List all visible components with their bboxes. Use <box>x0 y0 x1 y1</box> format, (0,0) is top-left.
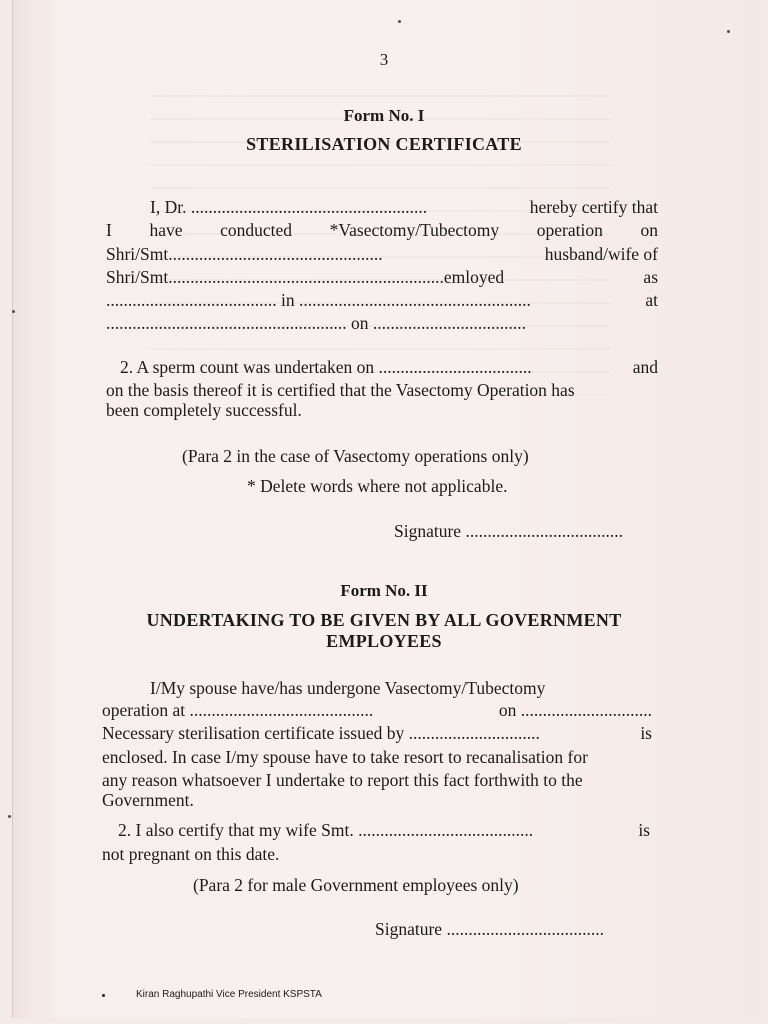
text-segment: Shri/Smt...............................................................emloyed <box>106 267 505 287</box>
text-segment: on .............................. <box>498 700 652 720</box>
text-segment: operation at .......................................... <box>102 700 374 720</box>
form-2-line-5: any reason whatsoever I undertake to report this fact forthwith to the <box>102 770 583 790</box>
form-2-para-2-line-2: not pregnant on this date. <box>102 844 280 864</box>
form-1-para-2-line-1 <box>120 357 658 378</box>
form-1-note-para-2: (Para 2 in the case of Vasectomy operations only) <box>182 446 529 466</box>
word: *Vasectomy/Tubectomy <box>329 220 500 240</box>
form-1-signature: Signature .................................... <box>394 521 623 541</box>
word: have <box>149 220 183 240</box>
text-segment: is <box>638 820 650 840</box>
text-segment: as <box>643 267 658 287</box>
form-1-line-5 <box>106 290 658 311</box>
text-segment: Shri/Smt................................................. <box>106 244 383 264</box>
word: operation <box>536 220 603 240</box>
form-1-note-delete: * Delete words where not applicable. <box>247 476 508 496</box>
form-2-note: (Para 2 for male Government employees only) <box>193 875 519 895</box>
form-1-line-4 <box>106 267 658 288</box>
text-segment: and <box>632 357 658 377</box>
form-2-title: Form No. II <box>340 581 428 600</box>
form-2-line-2 <box>102 700 652 721</box>
speck-mark <box>12 310 15 313</box>
form-2-signature: Signature .................................... <box>375 919 604 939</box>
form-2-line-6: Government. <box>102 790 194 810</box>
form-1-para-2-line-3: been completely successful. <box>106 400 302 420</box>
speck-mark <box>8 815 11 818</box>
page-number: 3 <box>379 50 389 69</box>
word: on <box>640 220 658 240</box>
footer-credit: Kiran Raghupathi Vice President KSPSTA <box>136 989 322 1000</box>
text-segment: 2. I also certify that my wife Smt. ........................................ <box>118 820 534 840</box>
text-segment: Necessary sterilisation certificate issued by .............................. <box>102 723 540 743</box>
text-segment: at <box>645 290 658 310</box>
form-2-line-3 <box>102 723 652 744</box>
form-1-heading: STERILISATION CERTIFICATE <box>246 134 522 154</box>
text-segment: hereby certify that <box>529 197 658 217</box>
text-segment: 2. A sperm count was undertaken on ................................... <box>120 357 532 377</box>
word: I <box>106 220 112 240</box>
text-segment: ....................................... in ..................................................... <box>106 290 531 310</box>
form-1-line-3 <box>106 244 658 265</box>
form-1-line-2 <box>106 220 658 241</box>
word: conducted <box>220 220 293 240</box>
speck-mark <box>727 30 730 33</box>
footer-bullet <box>102 994 105 997</box>
form-1-title: Form No. I <box>343 106 425 125</box>
speck-mark <box>398 20 401 23</box>
text-segment: I, Dr. ...................................................... <box>150 197 428 217</box>
form-1-line-1 <box>150 197 658 218</box>
form-2-para-2-line-1 <box>118 820 650 841</box>
form-2-line-1: I/My spouse have/has undergone Vasectomy/Tubectomy <box>150 678 546 698</box>
form-2-heading-line-2: EMPLOYEES <box>326 631 442 651</box>
text-segment: is <box>640 723 652 743</box>
form-2-heading-line-1: UNDERTAKING TO BE GIVEN BY ALL GOVERNMENT <box>146 610 622 630</box>
form-1-para-2-line-2: on the basis thereof it is certified that the Vasectomy Operation has <box>106 380 575 400</box>
form-1-line-6: ....................................................... on ................................... <box>106 313 526 333</box>
text-segment: husband/wife of <box>544 244 658 264</box>
form-2-line-4: enclosed. In case I/my spouse have to take resort to recanalisation for <box>102 747 588 767</box>
